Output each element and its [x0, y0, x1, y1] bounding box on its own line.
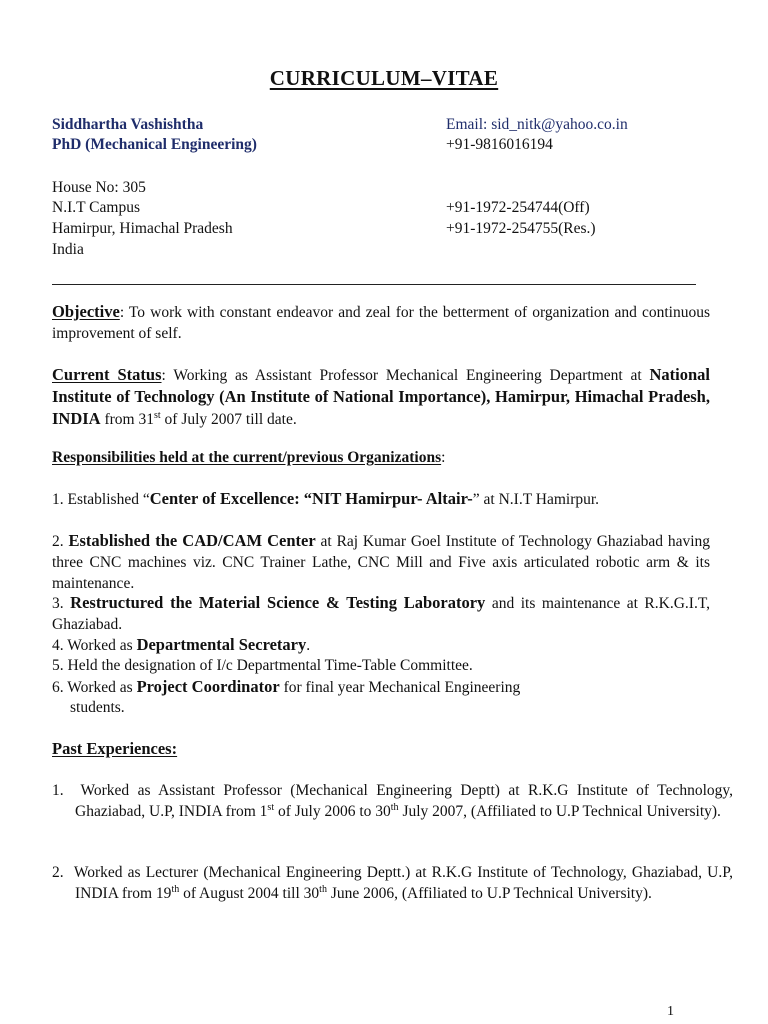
list-item: 6. Worked as Project Coordinator for final year Mechanical Engineering [52, 677, 521, 696]
past-experiences-heading: Past Experiences: [52, 739, 178, 758]
current-status-label: Current Status [52, 365, 162, 384]
mobile-number: +91-9816016194 [446, 136, 553, 153]
address-line: House No: 305 [52, 179, 146, 196]
address-line: India [52, 241, 84, 258]
current-status-section: Current Status: Working as Assistant Professor Mechanical Engineering Department at National Institute of Technology (An Institute of National Importance), Hamirpur, Himachal Pradesh, INDIA from 31st of July 2007 till date. [52, 365, 710, 428]
email-line: Email: sid_nitk@yahoo.co.in [446, 116, 628, 133]
current-institution: National Institute of Technology (An Institute of National Importance), Hamirpur, Himachal Pradesh, INDIA [52, 365, 710, 428]
responsibilities-heading: Responsibilities held at the current/previous Organizations: [52, 449, 446, 466]
address-line: Hamirpur, Himachal Pradesh [52, 220, 233, 237]
list-item: 1. Established “Center of Excellence: “NIT Hamirpur- Altair-” at N.I.T Hamirpur. [52, 489, 600, 508]
objective-text: : To work with constant endeavor and zeal for the betterment of organization and continuous improvement of self. [52, 304, 710, 342]
phone-office: +91-1972-254744(Off) [446, 199, 590, 216]
candidate-name: Siddhartha Vashishtha [52, 116, 204, 133]
address-line: N.I.T Campus [52, 199, 140, 216]
list-item: students. [70, 699, 125, 716]
page-number: 1 [667, 1004, 674, 1019]
header-divider [52, 284, 696, 285]
objective-section [52, 301, 710, 344]
list-item: 3. Restructured the Material Science & Testing Laboratory and its maintenance at R.K.G.I.T, Ghaziabad. [52, 593, 711, 633]
list-item: 1. Worked as Assistant Professor (Mechanical Engineering Deptt) at R.K.G Institute of Technology, Ghaziabad, U.P, INDIA from 1st of July 2006 to 30th July 2007, (Affiliated to U.P Technical University). [52, 782, 734, 820]
candidate-degree: PhD (Mechanical Engineering) [52, 136, 257, 153]
list-item: 2. Worked as Lecturer (Mechanical Engineering Deptt.) at R.K.G Institute of Technology, Ghaziabad, U.P, INDIA from 19th of August 2004 till 30th June 2006, (Affiliated to U.P Technical University). [52, 864, 733, 902]
document-title: CURRICULUM–VITAE [269, 66, 499, 90]
phone-residence: +91-1972-254755(Res.) [446, 220, 596, 237]
list-item: 4. Worked as Departmental Secretary. [52, 635, 311, 654]
list-item: 2. Established the CAD/CAM Center at Raj Kumar Goel Institute of Technology Ghaziabad having three CNC machines viz. CNC Trainer Lathe, CNC Mill and Five axis articulated robotic arm & its maintenance. [52, 531, 711, 592]
objective-label: Objective [52, 302, 120, 321]
list-item: 5. Held the designation of I/c Departmental Time-Table Committee. [52, 657, 473, 674]
